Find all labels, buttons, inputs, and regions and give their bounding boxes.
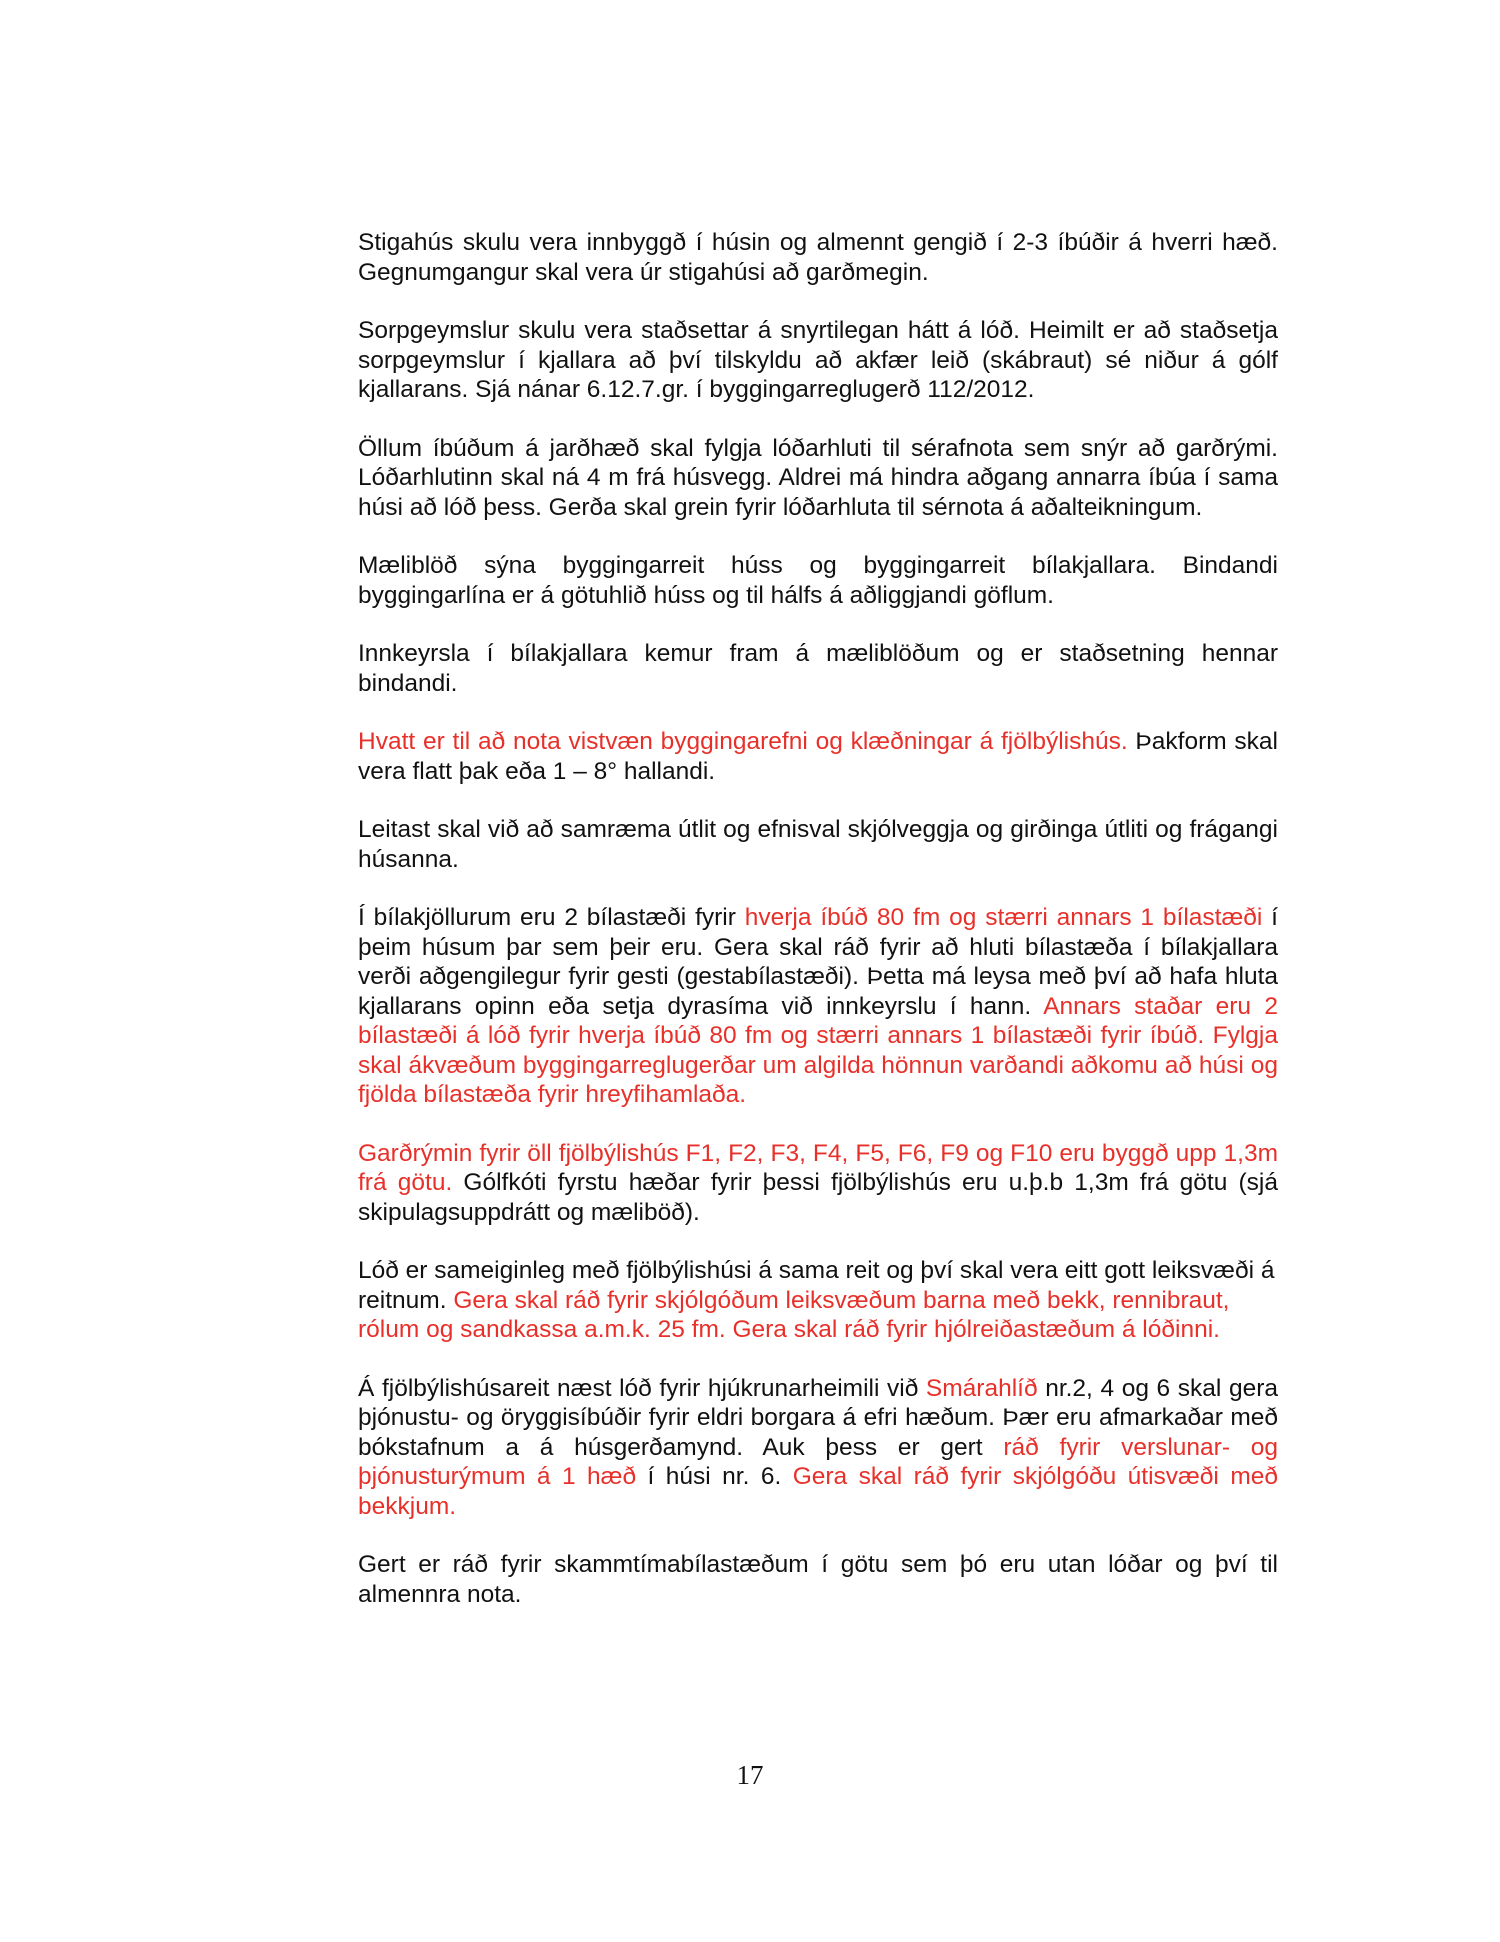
paragraph-1 — [358, 228, 1278, 287]
paragraph-7 — [358, 815, 1278, 874]
body-text: Sorpgeymslur skulu vera staðsettar á snyrtilegan hátt á lóð. Heimilt er að staðsetja sorpgeymslur í kjallara að því tilskyldu að akfær leið (skábraut) sé niður á gólf kjallarans. Sjá nánar 6.12.7.gr. í byggingarreglugerð 112/2012. — [358, 317, 1278, 403]
page-number: 17 — [736, 1760, 764, 1790]
body-text: Gólfkóti fyrstu hæðar fyrir þessi fjölbýlishús eru u.þ.b 1,3m frá götu (sjá skipulagsuppdrátt og mæliböð). — [358, 1169, 1278, 1226]
body-text: í þeim húsum þar sem þeir eru. Gera skal ráð fyrir að hluti bílastæða í bílakjallara verði aðgengilegur fyrir gesti (gestabílastæði). Þetta má leysa með því að hafa hluta kjallarans opinn eða setja dyrasíma við innkeyrslu í hann. — [358, 904, 1278, 1020]
highlighted-text: ráð fyrir verslunar- og þjónusturýmum á 1 hæð — [358, 1433, 1278, 1490]
body-text: Leitast skal við að samræma útlit og efnisval skjólveggja og girðinga útliti og frágangi húsanna. — [358, 816, 1278, 873]
body-text: Mæliblöð sýna byggingarreit húss og byggingarreit bílakjallara. Bindandi byggingarlína er á götuhlið húss og til hálfs á aðliggjandi göflum. — [358, 552, 1278, 609]
highlighted-text: Annars staðar eru 2 bílastæði á lóð fyrir hverja íbúð 80 fm og stærri annars 1 bílastæði fyrir íbúð. Fylgja skal ákvæðum byggingarreglugerðar um algilda hönnun varðandi aðkomu að húsi og fjölda bílastæða fyrir hreyfihamlaða. — [358, 992, 1278, 1108]
paragraph-2 — [358, 316, 1278, 405]
paragraph-9 — [358, 1139, 1278, 1228]
body-text: Í bílakjöllurum eru 2 bílastæði fyrir — [358, 904, 745, 931]
highlighted-text: Gera skal ráð fyrir skjólgóðum leiksvæðum barna með bekk, rennibraut, rólum og sandkassa a.m.k. 25 fm. Gera skal ráð fyrir hjólreiðastæðum á lóðinni. — [358, 1286, 1230, 1343]
body-text: Innkeyrsla í bílakjallara kemur fram á mæliblöðum og er staðsetning hennar bindandi. — [358, 640, 1278, 697]
body-text: Lóð er sameiginleg með fjölbýlishúsi á sama reit og því skal vera eitt gott leiksvæði á reitnum. — [358, 1257, 1275, 1314]
highlighted-text: Hvatt er til að nota vistvæn byggingarefni og klæðningar á fjölbýlishús. — [358, 728, 1128, 755]
body-text: nr.2, 4 og 6 skal gera þjónustu- og öryggisíbúðir fyrir eldri borgara á efri hæðum. Þær eru afmarkaðar með bókstafnum a á húsgerðamynd. Auk þess er gert — [358, 1374, 1278, 1461]
document-body — [358, 228, 1278, 1638]
paragraph-8 — [358, 903, 1278, 1110]
body-text: í húsi nr. 6. — [636, 1463, 793, 1490]
highlighted-text: Smárahlíð — [925, 1374, 1038, 1402]
paragraph-12 — [358, 1550, 1278, 1609]
paragraph-11 — [358, 1374, 1278, 1522]
highlighted-text: hverja íbúð 80 fm og stærri annars 1 bílastæði — [744, 904, 1263, 931]
highlighted-text: Garðrýmin fyrir öll fjölbýlishús F1, F2, F3, F4, F5, F6, F9 og F10 eru byggð upp 1,3m frá götu. — [358, 1139, 1278, 1196]
highlighted-text: Gera skal ráð fyrir skjólgóðu útisvæði með bekkjum. — [358, 1463, 1278, 1520]
body-text: Gert er ráð fyrir skammtímabílastæðum í götu sem þó eru utan lóðar og því til almennra nota. — [358, 1551, 1278, 1608]
paragraph-6 — [358, 727, 1278, 786]
body-text: Stigahús skulu vera innbyggð í húsin og almennt gengið í 2-3 íbúðir á hverri hæð. Gegnumgangur skal vera úr stigahúsi að garðmegin. — [358, 229, 1278, 286]
body-text: Þakform skal vera flatt þak eða 1 – 8° hallandi. — [358, 728, 1278, 785]
paragraph-10 — [358, 1256, 1278, 1345]
body-text: Á fjölbýlishúsareit næst lóð fyrir hjúkrunarheimili við — [358, 1374, 926, 1402]
paragraph-5 — [358, 639, 1278, 698]
body-text: Öllum íbúðum á jarðhæð skal fylgja lóðarhluti til sérafnota sem snýr að garðrými. Lóðarhlutinn skal ná 4 m frá húsvegg. Aldrei má hindra aðgang annarra íbúa í sama húsi að lóð þess. Gerða skal grein fyrir lóðarhluta til sérnota á aðalteikningum. — [358, 434, 1278, 521]
paragraph-4 — [358, 551, 1278, 610]
paragraph-3 — [358, 434, 1278, 523]
